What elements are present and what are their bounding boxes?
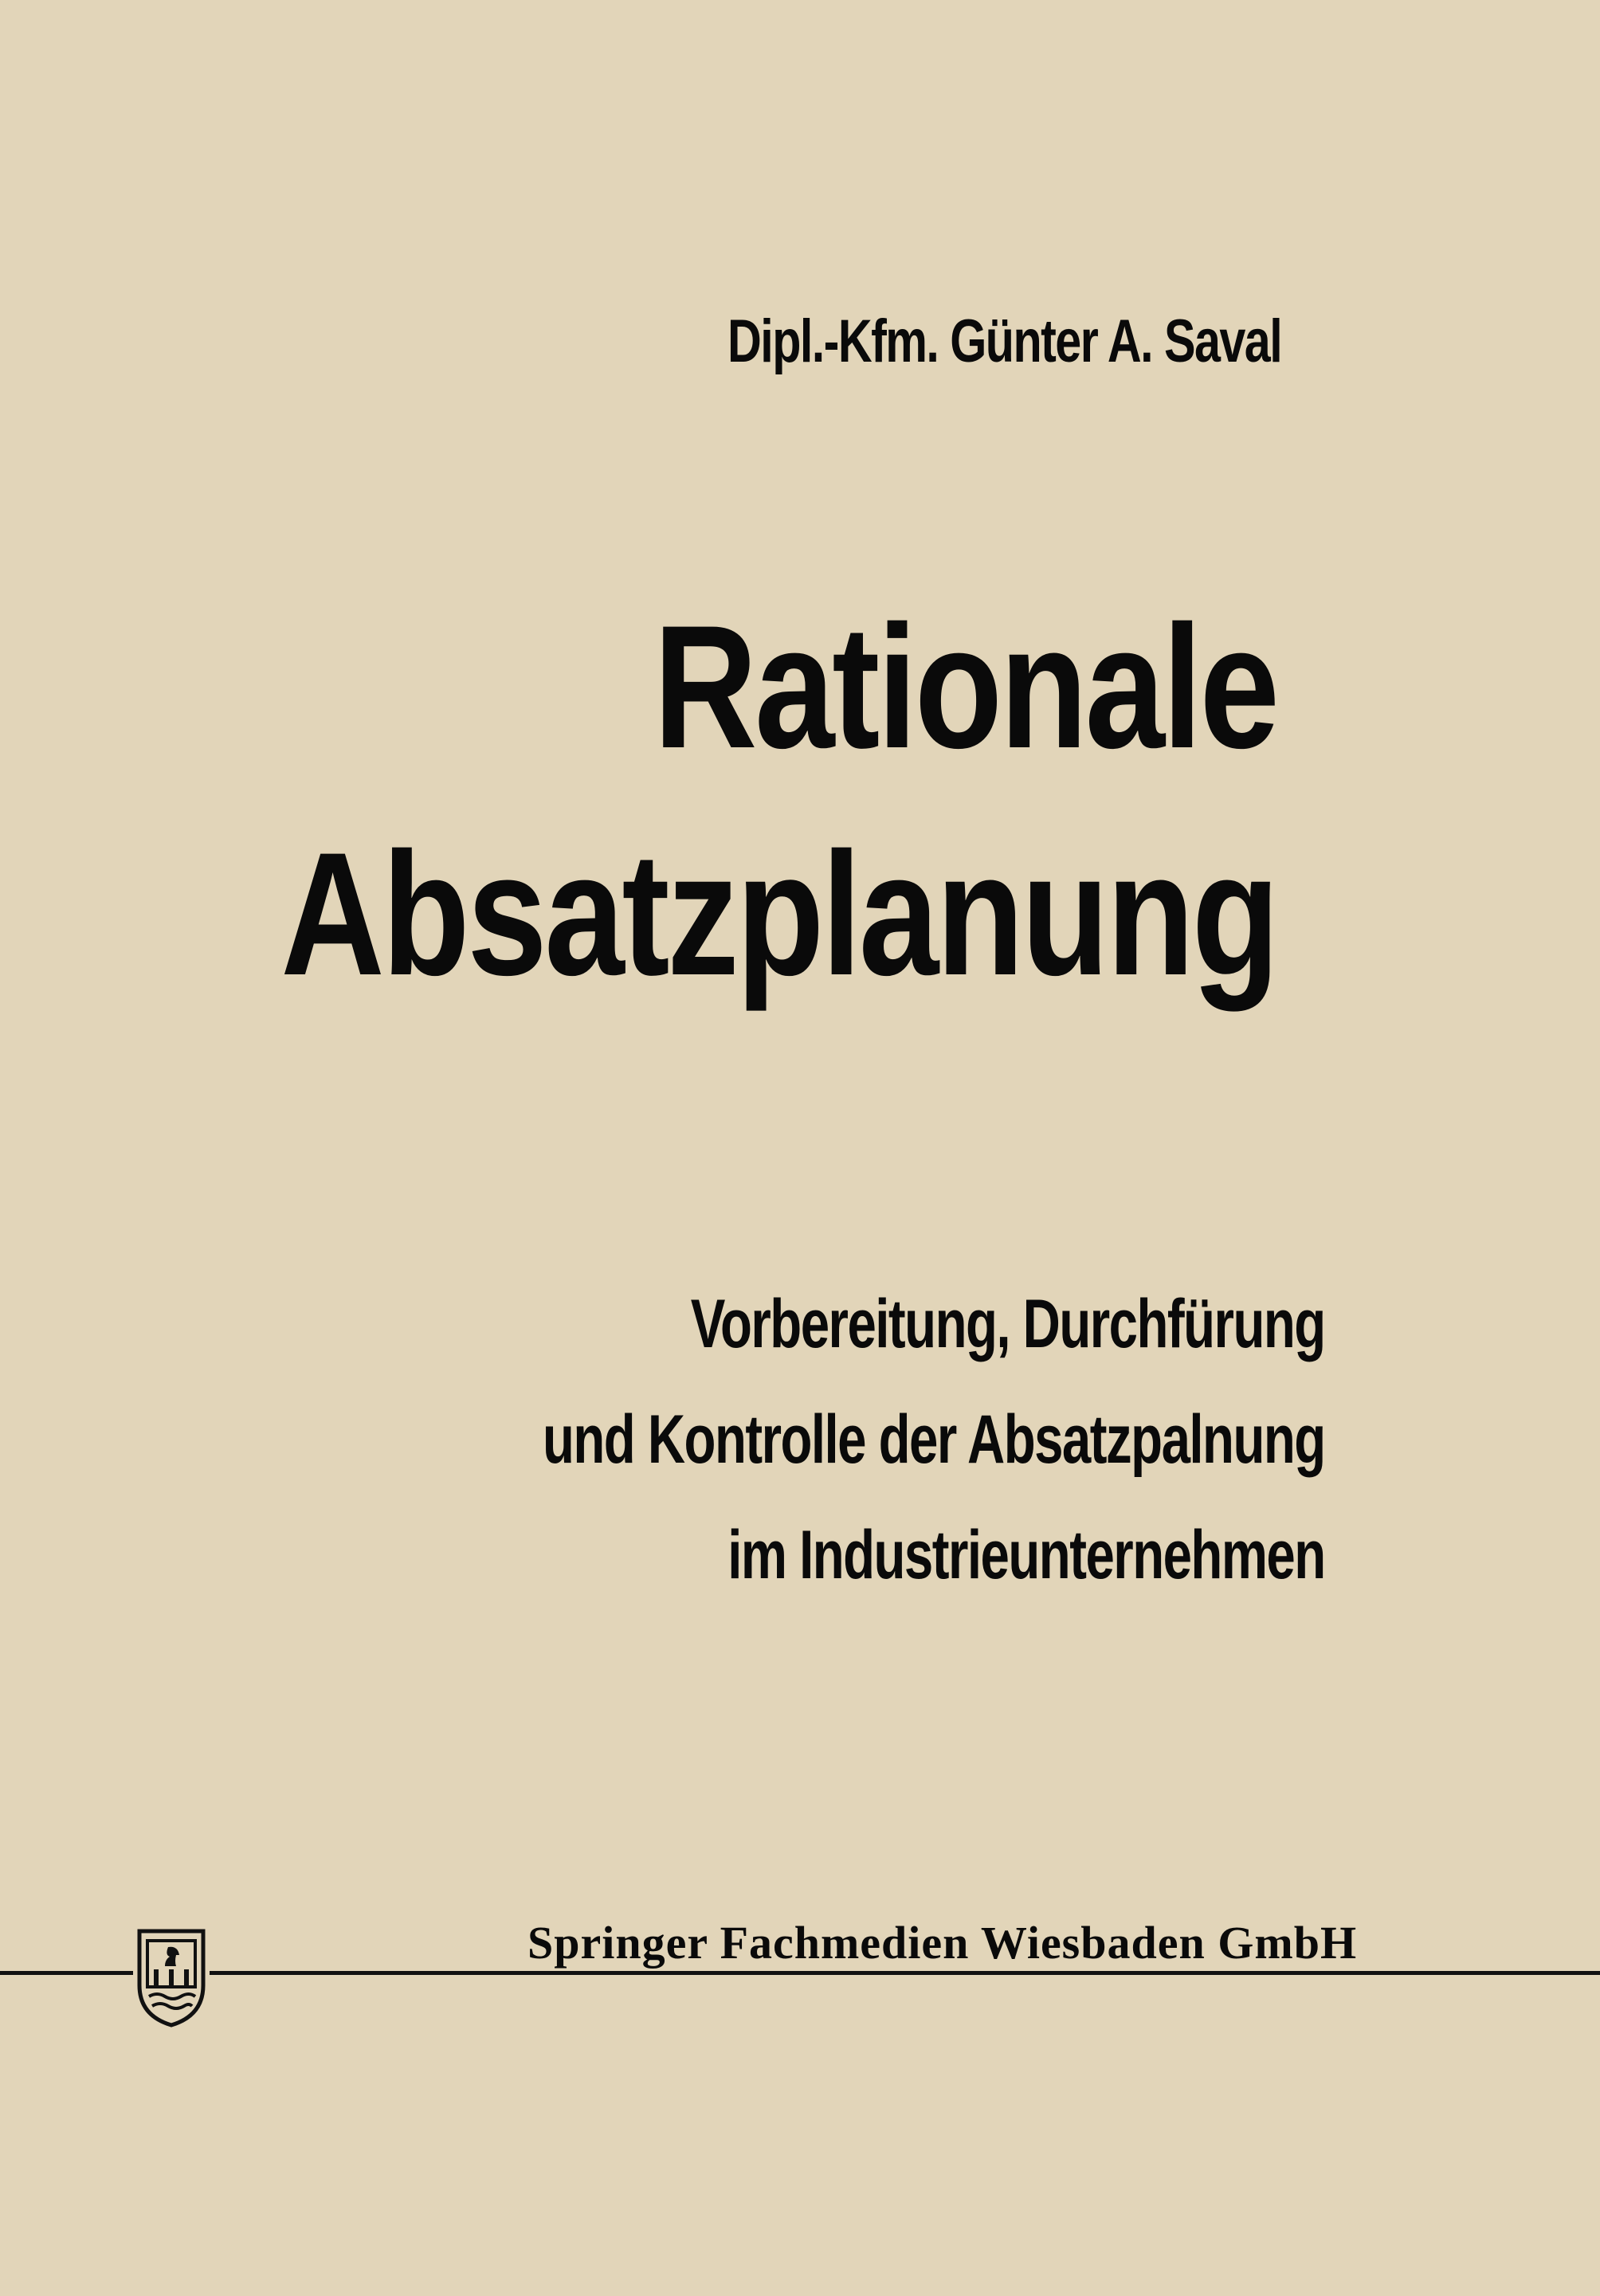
book-subtitle-line-1: Vorbereitung, Durchfürung bbox=[691, 1286, 1325, 1362]
author-name: Dipl.-Kfm. Günter A. Saval bbox=[727, 308, 1281, 375]
publisher-divider-line bbox=[0, 1971, 1600, 1975]
springer-chess-knight-shield-icon bbox=[133, 1926, 210, 2030]
book-title-line-2: Absatzplanung bbox=[280, 816, 1277, 1012]
book-subtitle-line-3: im Industrieunternehmen bbox=[727, 1517, 1325, 1593]
book-subtitle bbox=[543, 1267, 1325, 1613]
book-title bbox=[281, 574, 1277, 1028]
book-title-line-1: Rationale bbox=[653, 589, 1277, 785]
publisher-name: Springer Fachmedien Wiesbaden GmbH bbox=[520, 1916, 1365, 1969]
book-subtitle-line-2: und Kontrolle der Absatzpalnung bbox=[543, 1401, 1325, 1478]
